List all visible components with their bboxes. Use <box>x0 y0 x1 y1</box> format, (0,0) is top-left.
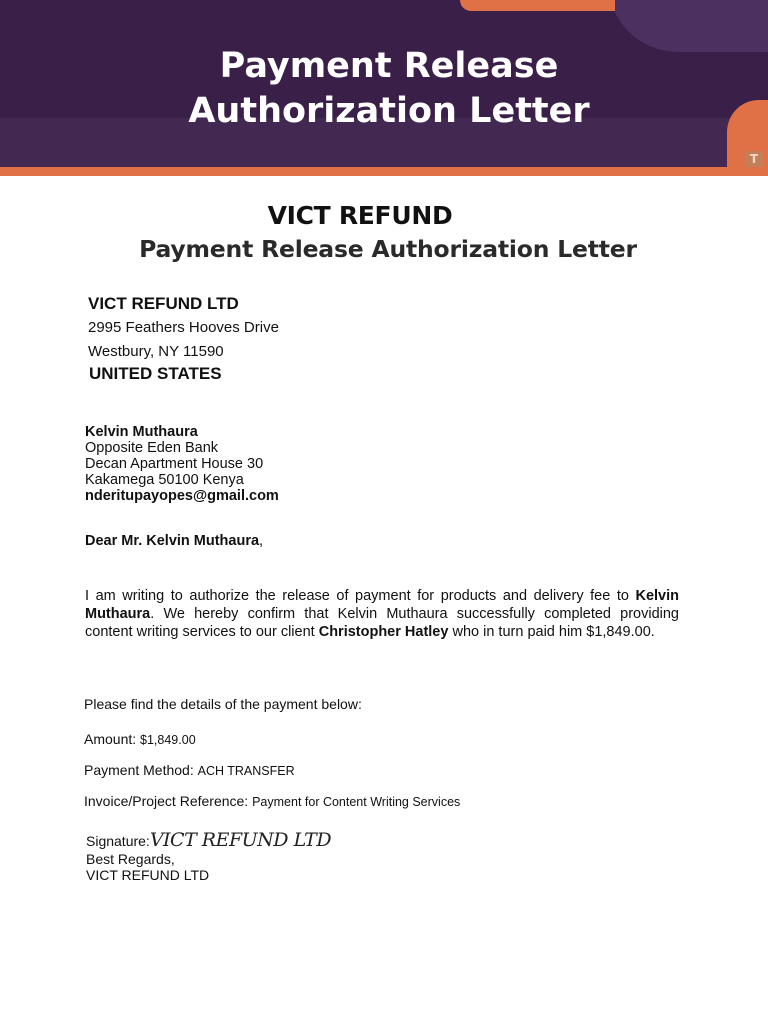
recipient-address-line2: Decan Apartment House 30 <box>85 456 264 472</box>
logo-badge-icon: T <box>745 151 763 167</box>
sender-name: VICT REFUND LTD <box>88 294 239 313</box>
reference-value: Payment for Content Writing Services <box>252 795 461 809</box>
greeting <box>85 533 263 549</box>
recipient-address-line1: Opposite Eden Bank <box>85 440 219 456</box>
greeting-punctuation: , <box>259 533 264 549</box>
amount-value: $1,849.00 <box>140 733 196 747</box>
amount-label: Amount: <box>84 731 137 747</box>
detail-payment-method <box>84 762 295 778</box>
body-name-2: Christopher Hatley <box>318 624 449 640</box>
signature-label: Signature: <box>86 833 150 849</box>
sender-address-line1: 2995 Feathers Hooves Drive <box>88 319 279 336</box>
closing-regards: Best Regards, <box>86 851 175 867</box>
body-text-1: I am writing to authorize the release of payment for products and delivery fee to <box>85 588 636 604</box>
document-title: VICT REFUND <box>267 201 453 230</box>
detail-amount <box>84 731 196 747</box>
body-text-2: . We hereby confirm that Kelvin Muthaura successfully completed providing content writing services to our client <box>85 606 679 640</box>
recipient-email: nderitupayopes@gmail.com <box>85 488 279 504</box>
signature-line <box>86 829 331 851</box>
banner-title <box>0 44 768 134</box>
recipient-name: Kelvin Muthaura <box>85 424 198 440</box>
payment-method-value: ACH TRANSFER <box>197 764 295 778</box>
document-subtitle: Payment Release Authorization Letter <box>139 235 637 263</box>
body-paragraph <box>85 587 679 641</box>
closing-signoff: VICT REFUND LTD <box>86 867 210 883</box>
body-name-1: Kelvin Muthaura <box>85 588 679 622</box>
banner-title-line2: Authorization Letter <box>188 91 590 131</box>
banner-title-line1: Payment Release <box>219 46 559 86</box>
details-intro: Please find the details of the payment below: <box>84 696 362 712</box>
payment-method-label: Payment Method: <box>84 762 194 778</box>
banner-accent <box>460 0 615 11</box>
sender-address-line2: Westbury, NY 11590 <box>88 343 224 360</box>
sender-country: UNITED STATES <box>89 364 222 383</box>
header-banner <box>0 0 768 167</box>
banner-divider <box>0 167 768 176</box>
detail-reference <box>84 793 460 809</box>
reference-label: Invoice/Project Reference: <box>84 793 249 809</box>
greeting-text: Dear Mr. Kelvin Muthaura <box>85 533 260 549</box>
signature-script: VICT REFUND LTD <box>149 829 332 851</box>
body-text-3: who in turn paid him $1,849.00. <box>448 624 655 640</box>
recipient-address-line3: Kakamega 50100 Kenya <box>85 472 244 488</box>
